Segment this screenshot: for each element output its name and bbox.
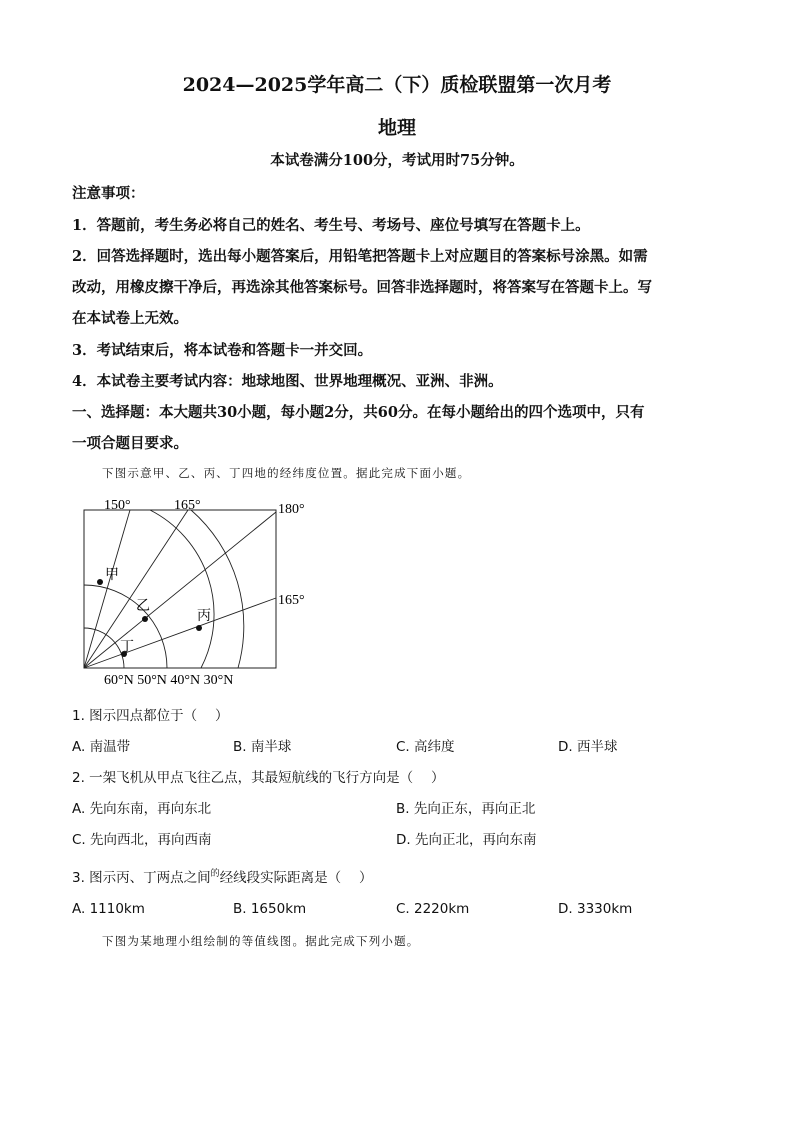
question-3-option-c[interactable]: C. 2220km: [396, 901, 470, 917]
question-3-stem-part-2: 经线段实际距离是（ ）: [219, 870, 373, 886]
question-1-option-a[interactable]: A. 南温带: [72, 739, 131, 755]
question-3-stem-superscript: 的: [210, 869, 220, 879]
question-1-option-b[interactable]: B. 南半球: [233, 739, 292, 755]
point-bing-label: 丙: [197, 609, 211, 624]
subject-title: 地理: [377, 117, 416, 139]
note-item-2-line-2: 改动，用橡皮擦干净后，再选涂其他答案标号。回答非选择题时，将答案写在答题卡上。写: [72, 279, 652, 296]
question-1-option-c[interactable]: C. 高纬度: [396, 739, 455, 755]
note-item-2-line-3: 在本试卷上无效。: [72, 310, 188, 327]
meridian-165-right: [84, 598, 276, 668]
question-1-option-d[interactable]: D. 西半球: [558, 739, 618, 755]
lon-label-165-top: 165°: [174, 498, 201, 513]
exam-title: 2024—2025学年高二（下）质检联盟第一次月考: [182, 74, 612, 96]
group-2-intro: 下图为某地理小组绘制的等值线图。据此完成下列小题。: [102, 934, 420, 948]
question-2-option-b[interactable]: B. 先向正东，再向正北: [396, 801, 536, 817]
lon-label-165-right: 165°: [278, 593, 305, 608]
point-jia-label: 甲: [105, 568, 119, 583]
question-3-stem-part-1: 3. 图示丙、丁两点之间: [72, 870, 211, 886]
point-yi-label: 乙: [136, 599, 150, 614]
latitude-arc-30n: [191, 510, 244, 668]
note-item-1: 1．答题前，考生务必将自己的姓名、考生号、考场号、座位号填写在答题卡上。: [72, 217, 590, 234]
note-item-2-line-1: 2．回答选择题时，选出每小题答案后，用铅笔把答题卡上对应题目的答案标号涂黑。如需: [72, 248, 648, 265]
notes-heading: 注意事项：: [72, 185, 145, 202]
point-ding-label: 丁: [120, 640, 134, 655]
note-item-4: 4．本试卷主要考试内容：地球地图、世界地理概况、亚洲、非洲。: [72, 373, 503, 390]
note-item-3: 3．考试结束后，将本试卷和答题卡一并交回。: [72, 342, 373, 359]
group-1-intro: 下图示意甲、乙、丙、丁四地的经纬度位置。据此完成下面小题。: [102, 466, 471, 480]
question-1-stem: 1. 图示四点都位于（ ）: [72, 708, 229, 724]
lat-labels: 60°N 50°N 40°N 30°N: [104, 673, 234, 688]
section-heading-line-1: 一、选择题：本大题共30小题，每小题2分，共60分。在每小题给出的四个选项中，只有: [72, 404, 645, 421]
question-3-option-b[interactable]: B. 1650km: [233, 901, 307, 917]
lat-lon-figure: [70, 492, 330, 692]
question-2-stem: 2. 一架飞机从甲点飞往乙点，其最短航线的飞行方向是（ ）: [72, 770, 445, 786]
exam-info: 本试卷满分100分，考试用时75分钟。: [270, 152, 524, 169]
section-heading-line-2: 一项合题目要求。: [72, 435, 188, 452]
question-3-option-d[interactable]: D. 3330km: [558, 901, 633, 917]
lon-label-180: 180°: [278, 502, 305, 517]
meridian-165-top: [84, 510, 188, 668]
question-3-option-a[interactable]: A. 1110km: [72, 901, 145, 917]
point-jia-dot: [97, 579, 103, 585]
question-2-option-c[interactable]: C. 先向西北，再向西南: [72, 832, 212, 848]
question-3-stem: [72, 866, 372, 886]
point-yi-dot: [142, 616, 148, 622]
latitude-arc-40n: [150, 510, 214, 668]
question-2-option-d[interactable]: D. 先向正北，再向东南: [396, 832, 537, 848]
lon-label-150: 150°: [104, 498, 131, 513]
point-bing-dot: [196, 625, 202, 631]
question-2-option-a[interactable]: A. 先向东南，再向东北: [72, 801, 212, 817]
